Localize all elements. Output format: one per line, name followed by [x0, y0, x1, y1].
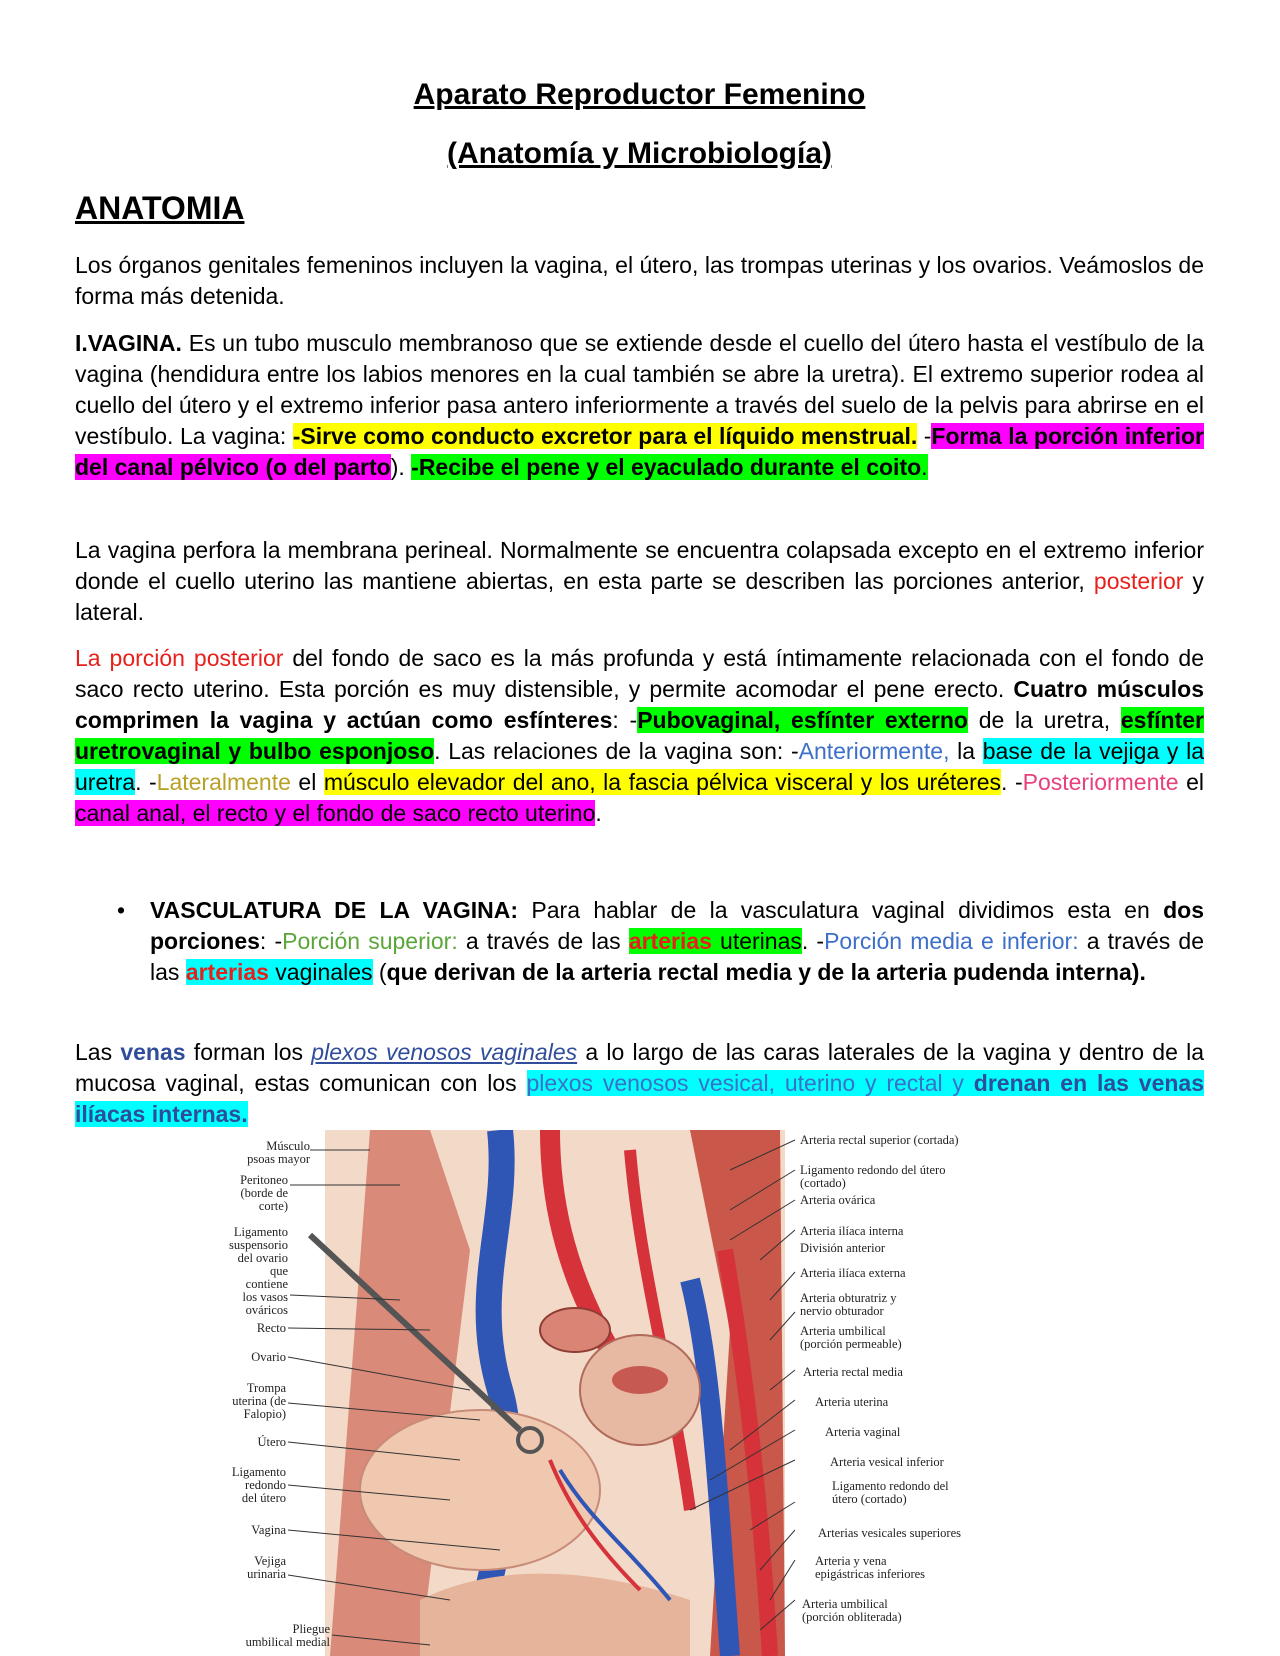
para3-olive1: Lateralmente	[156, 769, 291, 795]
label-arteria-vesical-inferior: Arteria vesical inferior	[830, 1455, 944, 1469]
label-arteria-obturatriz: Arteria obturatriz y nervio obturador	[800, 1291, 897, 1318]
venas-hc-blue: plexos venosos vesical, uterino y rectal y	[526, 1070, 974, 1096]
label-arteria-umbilical-permeable: Arteria umbilical (porción permeable)	[800, 1324, 902, 1351]
para2-text: La vagina perfora la membrana perineal. Normalmente se encuentra colapsada excepto en el extremo inferior donde el cuello uterino las mantiene abiertas, en esta parte se describen las porciones anterior,	[75, 537, 1204, 594]
label-arteria-rectal-media: Arteria rectal media	[803, 1365, 903, 1379]
venas-t3: a lo largo de las caras laterales de la vagina y dentro de la mucosa vaginal, estas comunican con los	[75, 1039, 1205, 1096]
bullet-blue1: Porción media e inferior:	[824, 928, 1079, 954]
label-arteria-vaginal: Arteria vaginal	[825, 1425, 901, 1439]
vagina-highlight-1: -Sirve como conducto excretor para el líquido menstrual.	[292, 423, 918, 449]
label-arteria-uterina: Arteria uterina	[815, 1395, 889, 1409]
para3-hg1: Pubovaginal, esfínter externo	[637, 707, 968, 733]
para2-end: y lateral.	[75, 568, 1205, 625]
para3-t1: del fondo de saco es la más profunda y está íntimamente relacionada con el fondo de saco recto uterino. Esta porción es muy distensible, y permite acomodar el pene erecto.	[75, 645, 1204, 702]
bullet-t3: a través de las	[457, 928, 629, 954]
label-arteria-ovarica: Arteria ovárica	[800, 1193, 876, 1207]
para3-t10: .	[595, 800, 602, 826]
label-ligamento-suspensorio: Ligamento suspensorio del ovario que contiene los vasos ováricos	[228, 1225, 288, 1317]
bullet-bold2: dos porciones	[150, 897, 1204, 954]
venas-t2: forman los	[185, 1039, 312, 1065]
vagina-highlight-3: -Recibe el pene y el eyaculado durante el coito	[411, 454, 922, 480]
label-arterias-vesicales-superiores: Arterias vesicales superiores	[818, 1526, 961, 1540]
venas-hc-bold: drenan en las venas ilíacas internas.	[75, 1070, 1204, 1127]
bullet-t1: Para hablar de la vasculatura vaginal dividimos esta en	[518, 897, 1164, 923]
para3-hc1: base de la vejiga y la uretra	[75, 738, 1204, 795]
bullet-bold1: VASCULATURA DE LA VAGINA:	[150, 897, 519, 923]
label-utero: Útero	[257, 1435, 286, 1449]
para3-t4: . Las relaciones de la vagina son: -	[434, 738, 799, 764]
vagina-highlight-2: Forma la porción inferior del canal pélvico (o del parto	[75, 423, 1204, 480]
vagina-sep-1: -	[917, 423, 932, 449]
para3-hy1: músculo elevador del ano, la fascia pélvica visceral y los uréteres	[323, 769, 1002, 795]
vagina-sep-2: ).	[390, 454, 412, 480]
vagina-end: .	[921, 454, 928, 480]
para3-red: La porción posterior	[75, 645, 284, 671]
vagina-paragraph	[75, 328, 1204, 483]
title-line-1: Aparato Reproductor Femenino	[413, 78, 866, 111]
bullet-hg1: uterinas	[711, 928, 802, 954]
venas-navy2: plexos venosos vaginales	[311, 1039, 578, 1065]
para3-hg2: esfínter uretrovaginal y bulbo esponjoso	[75, 707, 1204, 764]
bullet-dot-icon: •	[117, 897, 126, 923]
bullet-bold3: que derivan de la arteria rectal media y de la arteria pudenda interna).	[386, 959, 1146, 985]
label-vagina: Vagina	[251, 1523, 286, 1537]
bullet-red1: arterias	[628, 928, 712, 954]
label-psoas: Músculo psoas mayor	[247, 1139, 310, 1166]
para3-blue1: Anteriormente,	[798, 738, 950, 764]
para3-t2: : -	[612, 707, 638, 733]
para3-bold1: Cuatro músculos comprimen la vagina y actúan como esfínteres	[75, 676, 1204, 733]
para3-hm1: canal anal, el recto y el fondo de saco recto uterino	[75, 800, 596, 826]
intro-paragraph: Los órganos genitales femeninos incluyen la vagina, el útero, las trompas uterinas y los ovarios. Veámoslos de forma más detenida.	[75, 252, 1204, 309]
label-arteria-vena-epigastricas: Arteria y vena epigástricas inferiores	[815, 1554, 926, 1581]
bullet-t4: . -	[801, 928, 825, 954]
bullet-t2: : -	[259, 928, 283, 954]
paragraph-3	[75, 643, 1204, 829]
paragraph-2	[75, 535, 1204, 628]
vagina-label: I.VAGINA.	[75, 330, 182, 356]
label-peritoneo: Peritoneo (borde de corte)	[240, 1173, 288, 1213]
label-ovario: Ovario	[251, 1350, 286, 1364]
label-arteria-iliaca-interna: Arteria ilíaca interna	[800, 1224, 904, 1238]
bullet-t5: a través de las	[150, 928, 1204, 985]
label-ligamento-redondo-r1: Ligamento redondo del útero (cortado)	[800, 1163, 946, 1190]
venas-t1: Las	[75, 1039, 121, 1065]
para3-t9: el	[1178, 769, 1204, 795]
venas-navy1: venas	[120, 1039, 186, 1065]
pelvic-anatomy-figure	[170, 1130, 1030, 1656]
bullet-hc1: vaginales	[268, 959, 373, 985]
label-recto: Recto	[256, 1321, 286, 1335]
label-arteria-iliaca-externa: Arteria ilíaca externa	[800, 1266, 906, 1280]
label-pliegue: Pliegue umbilical medial	[245, 1622, 330, 1649]
bullet-text	[150, 895, 1204, 988]
para3-pink1: Posteriormente	[1022, 769, 1179, 795]
bullet-t6: (	[372, 959, 387, 985]
label-trompa: Trompa uterina (de Falopio)	[232, 1381, 286, 1421]
label-vejiga: Vejiga urinaria	[247, 1554, 286, 1581]
label-arteria-rectal-superior: Arteria rectal superior (cortada)	[800, 1133, 959, 1147]
title-line-2: (Anatomía y Microbiología)	[446, 137, 833, 170]
para2-red: posterior	[1093, 568, 1184, 594]
para3-t5: la	[949, 738, 983, 764]
bullet-green1: Porción superior:	[282, 928, 458, 954]
label-ligamento-redondo: Ligamento redondo del útero	[231, 1465, 286, 1505]
para3-t7: el	[290, 769, 324, 795]
para3-t6: . -	[135, 769, 157, 795]
vagina-text: Es un tubo musculo membranoso que se extiende desde el cuello del útero hasta el vestíbulo de la vagina (hendidura entre los labios menores en la cual también se abre la uretra). El extremo superior rodea al cuello del útero y el extremo inferior pasa antero inferiormente a través del suelo de la pelvis para abrirse en el vestíbulo. La vagina:	[75, 330, 1204, 449]
label-division-anterior: División anterior	[800, 1241, 886, 1255]
label-arteria-umbilical-obliterada: Arteria umbilical (porción obliterada)	[802, 1597, 902, 1624]
para3-t3: de la uretra,	[967, 707, 1121, 733]
venas-paragraph	[75, 1037, 1204, 1130]
section-heading: ANATOMIA	[75, 190, 245, 226]
bullet-red2: arterias	[185, 959, 269, 985]
para3-t8: . -	[1001, 769, 1023, 795]
label-ligamento-redondo-r2: Ligamento redondo del útero (cortado)	[832, 1479, 949, 1506]
